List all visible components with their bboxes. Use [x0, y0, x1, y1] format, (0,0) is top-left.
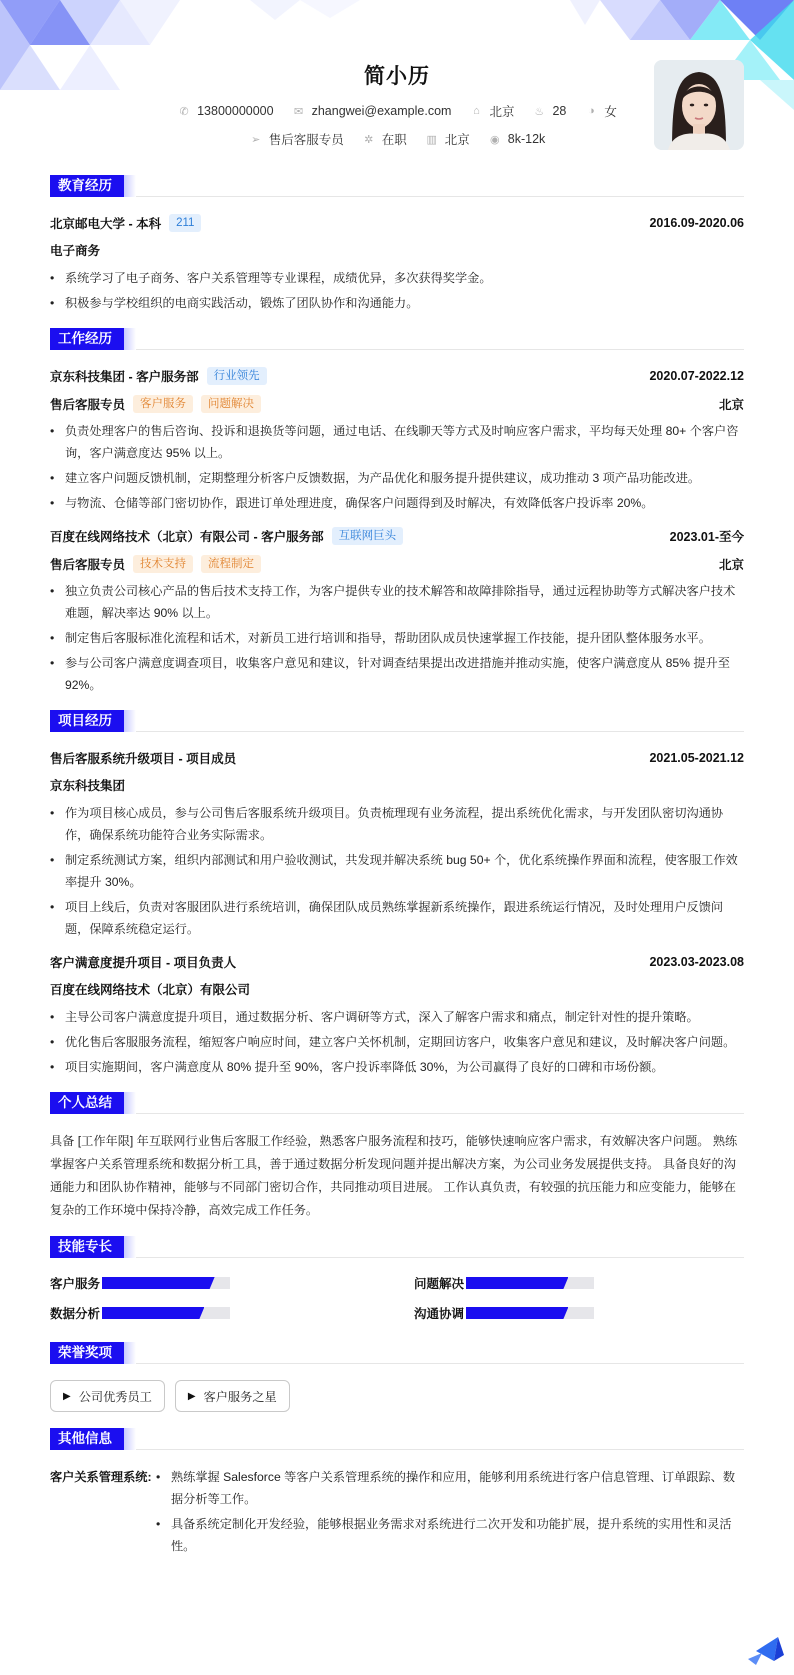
project-entry — [50, 748, 744, 940]
award-chip — [175, 1380, 290, 1412]
phone-text: 13800000000 — [197, 104, 274, 118]
summary-header — [50, 1092, 744, 1114]
skill-bar — [466, 1307, 594, 1319]
education-title: 教育经历 — [50, 175, 124, 197]
list-item: • 制定售后客服标准化流程和话术，对新员工进行培训和指导，帮助团队成员快速掌握工作技能，提升团队整体服务水平。 — [50, 627, 744, 649]
email-item — [292, 102, 452, 120]
awards-title: 荣誉奖项 — [50, 1342, 124, 1364]
project-company: 京东科技集团 — [50, 779, 126, 793]
awards-list — [50, 1380, 744, 1412]
job-date: 2020.07-2022.12 — [649, 369, 744, 383]
salary-icon: ◉ — [489, 133, 500, 146]
role-tag: 问题解决 — [201, 395, 261, 413]
age-item — [532, 102, 566, 120]
section-title-tail — [124, 1428, 136, 1450]
profile-photo — [654, 60, 744, 150]
role-tag: 技术支持 — [133, 555, 193, 573]
education-section — [50, 175, 744, 314]
projects-section — [50, 710, 744, 1078]
education-header — [50, 175, 744, 197]
list-item: • 制定系统测试方案，组织内部测试和用户验收测试，共发现并解决系统 bug 50+ 个，优化系统操作界面和流程，使客服工作效率提升 30%。 — [50, 849, 744, 893]
job-location: 北京 — [718, 398, 744, 412]
hometown-item — [469, 102, 514, 120]
job-role: 售后客服专员 — [50, 558, 126, 572]
skill-bar — [102, 1277, 230, 1289]
phone-item — [177, 102, 273, 120]
hometown-text: 北京 — [489, 105, 515, 119]
project-bullets — [50, 1006, 744, 1078]
list-item: • 具备系统定制化开发经验，能够根据业务需求对系统进行二次开发和功能扩展，提升系统的实用性和灵活性。 — [156, 1513, 744, 1557]
job-location: 北京 — [718, 558, 744, 572]
list-item: • 与物流、仓储等部门密切协作，跟进订单处理进度，确保客户问题得到及时解决，有效降低客户投诉率 20%。 — [50, 492, 744, 514]
projects-title: 项目经历 — [50, 710, 124, 732]
summary-section — [50, 1092, 744, 1222]
project-name: 客户满意度提升项目 - 项目负责人 — [50, 956, 237, 970]
gender-text: 女 — [604, 105, 617, 119]
list-item: • 负责处理客户的售后咨询、投诉和退换货等问题，通过电话、在线聊天等方式及时响应客户需求，平均每天处理 80+ 个客户咨询，客户满意度达 95% 以上。 — [50, 420, 744, 464]
school-name: 北京邮电大学 - 本科 — [50, 217, 162, 231]
skill-bar-fill — [466, 1307, 568, 1319]
company-tag: 互联网巨头 — [332, 527, 404, 545]
gender-item — [584, 102, 617, 120]
major: 电子商务 — [50, 244, 101, 258]
salary-item — [488, 130, 546, 148]
skill-bar-fill — [102, 1277, 215, 1289]
project-entry — [50, 952, 744, 1078]
job-entry — [50, 526, 744, 696]
award-chip — [50, 1380, 165, 1412]
salary-text: 8k-12k — [507, 132, 546, 146]
list-item: • 作为项目核心成员，参与公司售后客服系统升级项目。负责梳理现有业务流程，提出系统优化需求，与开发团队密切沟通协作，确保系统功能符合业务实际需求。 — [50, 802, 744, 846]
project-row — [50, 748, 744, 768]
gender-icon: ◑ — [588, 105, 595, 117]
status-text: 在职 — [381, 133, 407, 147]
skill-name: 沟通协调 — [414, 1307, 465, 1321]
other-header — [50, 1428, 744, 1450]
home-icon: ⌂ — [473, 105, 480, 117]
skill-bar-fill — [466, 1277, 568, 1289]
corner-logo-icon — [734, 1615, 794, 1675]
summary-title: 个人总结 — [50, 1092, 124, 1114]
education-row — [50, 213, 744, 233]
project-company: 百度在线网络技术（北京）有限公司 — [50, 983, 251, 997]
project-date: 2023.03-2023.08 — [649, 955, 744, 969]
list-item: • 熟练掌握 Salesforce 等客户关系管理系统的操作和应用，能够利用系统进行客户信息管理、订单跟踪、数据分析等工作。 — [156, 1466, 744, 1510]
job-role: 售后客服专员 — [50, 398, 126, 412]
section-title-tail — [124, 175, 136, 197]
role-tag: 客户服务 — [133, 395, 193, 413]
city-text: 北京 — [444, 133, 470, 147]
avatar-portrait — [654, 60, 744, 150]
job-date: 2023.01-至今 — [669, 530, 744, 544]
skill-item — [414, 1274, 744, 1292]
other-bullets — [156, 1466, 744, 1560]
job-bullets — [50, 420, 744, 514]
other-label: 客户关系管理系统: — [50, 1470, 152, 1484]
list-item: • 项目实施期间，客户满意度从 80% 提升至 90%，客户投诉率降低 30%，为公司赢得了良好的口碑和市场份额。 — [50, 1056, 744, 1078]
position-item — [249, 130, 344, 148]
awards-section — [50, 1342, 744, 1412]
section-title-tail — [124, 1342, 136, 1364]
education-date: 2016.09-2020.06 — [649, 216, 744, 230]
phone-icon: ✆ — [179, 105, 189, 118]
section-title-tail — [124, 710, 136, 732]
skills-header — [50, 1236, 744, 1258]
city-item — [425, 130, 470, 148]
project-name: 售后客服系统升级项目 - 项目成员 — [50, 752, 237, 766]
skill-bar-fill — [102, 1307, 204, 1319]
skills-section — [50, 1236, 744, 1322]
skills-grid — [50, 1274, 744, 1322]
project-bullets — [50, 802, 744, 940]
play-icon: ▶ — [63, 1390, 71, 1402]
company-name: 百度在线网络技术（北京）有限公司 - 客户服务部 — [50, 530, 324, 544]
job-entry — [50, 366, 744, 514]
resume-page — [50, 0, 744, 1560]
list-item: • 项目上线后，负责对客服团队进行系统培训，确保团队成员熟练掌握新系统操作，跟进系统运行情况，及时处理用户反馈问题，保障系统稳定运行。 — [50, 896, 744, 940]
skill-name: 问题解决 — [414, 1277, 465, 1291]
company-name: 京东科技集团 - 客户服务部 — [50, 370, 199, 384]
job-bullets — [50, 580, 744, 696]
awards-header — [50, 1342, 744, 1364]
work-title: 工作经历 — [50, 328, 124, 350]
list-item: • 主导公司客户满意度提升项目，通过数据分析、客户调研等方式，深入了解客户需求和痛点，制定针对性的提升策略。 — [50, 1006, 744, 1028]
send-icon: ➢ — [251, 133, 261, 146]
section-title-tail — [124, 328, 136, 350]
status-item — [362, 130, 407, 148]
projects-header — [50, 710, 744, 732]
education-bullets — [50, 267, 744, 314]
skill-bar — [102, 1307, 230, 1319]
skill-item — [414, 1304, 744, 1322]
position-text: 售后客服专员 — [268, 133, 344, 147]
list-item: • 建立客户问题反馈机制，定期整理分析客户反馈数据，为产品优化和服务提升提供建议，成功推动 3 项产品功能改进。 — [50, 467, 744, 489]
job-role-row — [50, 554, 744, 574]
list-item: • 系统学习了电子商务、客户关系管理等专业课程，成绩优异，多次获得奖学金。 — [50, 267, 744, 289]
building-icon: ▥ — [426, 133, 437, 146]
other-section — [50, 1428, 744, 1560]
mail-icon: ✉ — [293, 105, 304, 118]
job-company-row — [50, 526, 744, 546]
summary-text: 具备 [工作年限] 年互联网行业售后客服工作经验，熟悉客户服务流程和技巧，能够快速响应客户需求，有效解决客户问题。 熟练掌握客户关系管理系统和数据分析工具，善于通过数据分析发现问题并提出解决方案，为公司业务发展提供支持。 具备良好的沟通能力和团队协作精神，能够与不同部门密切合作，共同推动项目进展。 工作认真负责，有较强的抗压能力和应变能力，能够在复杂的工作环境中保持冷静，高效完成工作任务。 — [50, 1134, 738, 1217]
list-item: • 独立负责公司核心产品的售后技术支持工作，为客户提供专业的技术解答和故障排除指导，通过远程协助等方式解决客户技术难题，解决率达 90% 以上。 — [50, 580, 744, 624]
status-icon: ✲ — [364, 133, 374, 146]
age-text: 28 — [552, 104, 567, 118]
skill-name: 数据分析 — [50, 1307, 101, 1321]
job-role-row — [50, 394, 744, 414]
other-title: 其他信息 — [50, 1428, 124, 1450]
skill-item — [50, 1304, 380, 1322]
school-tag: 211 — [169, 214, 201, 232]
list-item: • 优化售后客服服务流程，缩短客户响应时间，建立客户关怀机制，定期回访客户，收集客户意见和建议，及时解决客户问题。 — [50, 1031, 744, 1053]
job-company-row — [50, 366, 744, 386]
section-title-tail — [124, 1236, 136, 1258]
project-date: 2021.05-2021.12 — [649, 751, 744, 765]
play-icon: ▶ — [187, 1390, 196, 1402]
role-tag: 流程制定 — [201, 555, 261, 573]
job-intent-row — [50, 130, 744, 148]
section-title-tail — [124, 1092, 136, 1114]
skill-bar — [466, 1277, 594, 1289]
project-row — [50, 952, 744, 972]
contact-info-row — [50, 102, 744, 120]
age-icon: ♨ — [534, 105, 545, 118]
resume-header — [50, 0, 744, 175]
list-item: • 参与公司客户满意度调查项目，收集客户意见和建议，针对调查结果提出改进措施并推动实施，使客户满意度从 85% 提升至 92%。 — [50, 652, 744, 696]
list-item: • 积极参与学校组织的电商实践活动，锻炼了团队协作和沟通能力。 — [50, 292, 744, 314]
company-tag: 行业领先 — [207, 367, 267, 385]
work-section — [50, 328, 744, 696]
skill-name: 客户服务 — [50, 1277, 101, 1291]
skills-title: 技能专长 — [50, 1236, 124, 1258]
other-info — [50, 1466, 744, 1560]
work-header — [50, 328, 744, 350]
award-label: 公司优秀员工 — [78, 1389, 152, 1404]
award-label: 客户服务之星 — [203, 1389, 277, 1404]
skill-item — [50, 1274, 380, 1292]
candidate-name: 简小历 — [364, 65, 430, 88]
email-text: zhangwei@example.com — [311, 104, 452, 118]
